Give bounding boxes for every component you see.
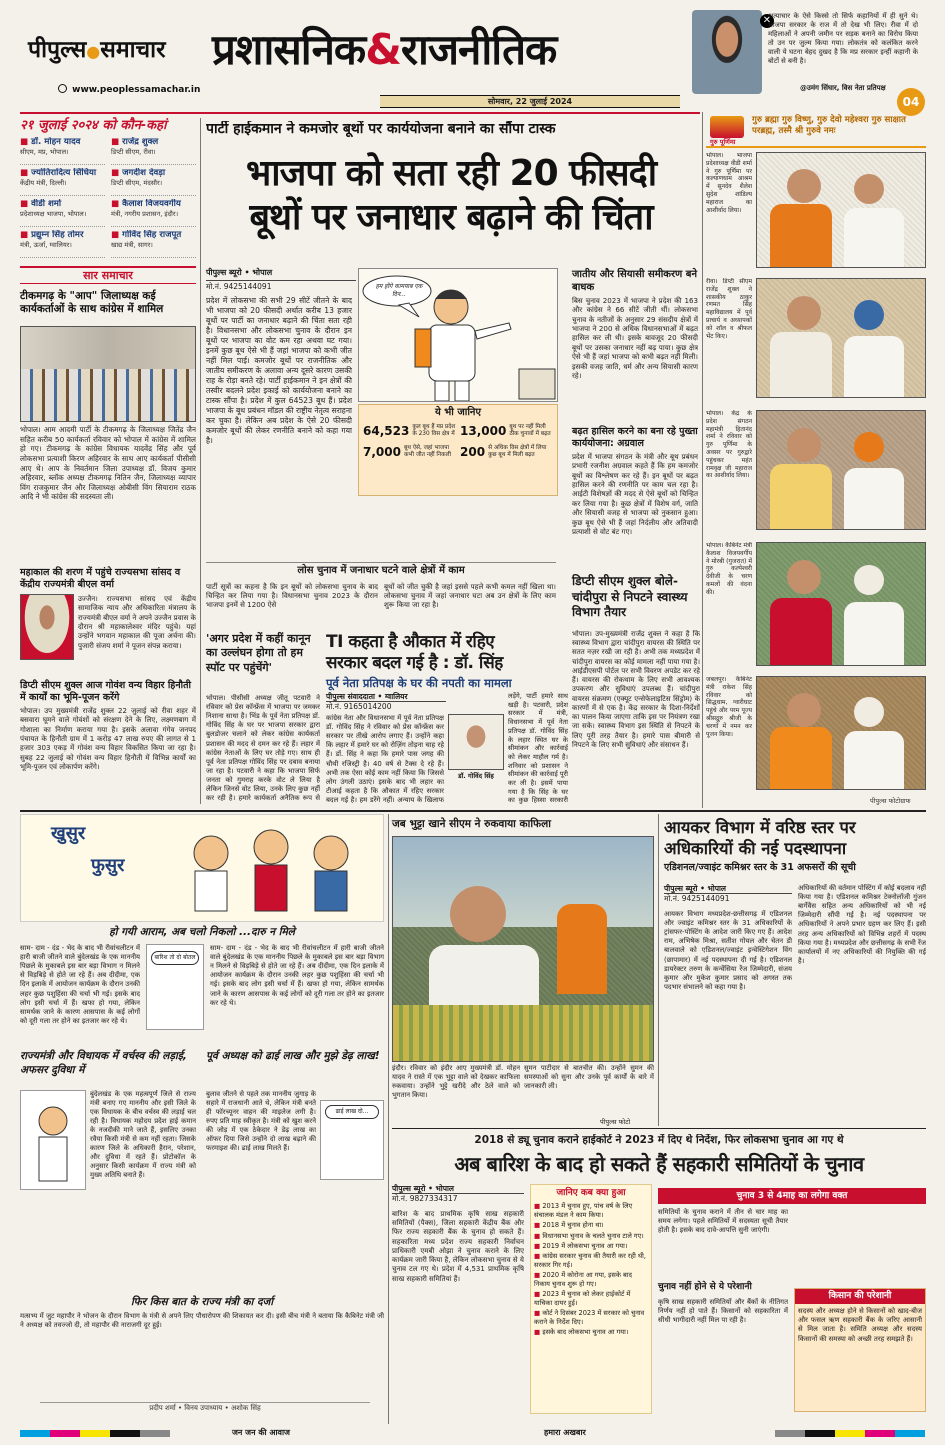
schedule-entry [20,230,105,258]
sahkari-right-badge: चुनाव 3 से 4माह का लगेगा वक्त [658,1188,926,1204]
brand-dot-icon: ● [86,42,101,61]
schedule-name: ■ ज्योतिरादित्य सिंधिया [20,168,97,179]
brand-right: समाचार [100,37,166,63]
pin-icon: ■ [20,137,32,148]
globe-icon [58,84,67,93]
dcm-body: भोपाल। उप-मुख्यमंत्री राजेंद्र शुक्ल ने कहा है कि स्वास्थ्य विभाग द्वारा चांदीपुरा वायरस की स्थिति पर सतत नज़र रखी जा रही है। अभी तक मध्यप्रदेश में चांदीपुरा वायरस का कोई मामला नहीं पाया गया है। आईडीएसपी पोर्टल पर सभी विवरण अपडेट कर रहे हैं। वायरस की रोकथाम के लिए सभी आवश्यक उपकरण और सुविधाएं उपलब्ध हैं। चांदीपुरा वायरस संक्रमण (एक्यूट एन्सेफेलाइटिस सिंड्रोम) के कारणों में से एक है। केंद्र सरकार के दिशा-निर्देशों का पालन किया जाएगा ताकि इस पर नियंत्रण रखा जा सके। स्वास्थ्य विभाग इस स्थिति से निपटने के लिए पूरी तरह तैयार है। हमारे पास बीमारी से निपटने के लिए सभी सुविधाएं और संसाधन हैं। [572,630,700,749]
khusur-label [51,823,85,846]
schedule-name: ■ गोविंद सिंह राजपूत [111,230,182,241]
timeline-item [534,1309,648,1326]
khusur-item-1-headline: हो गयी आराम, अब चलो निकलो ...दारु न मिले [109,926,295,938]
agar-body: भोपाल। पीसीसी अध्यक्ष जीतू पटवारी ने रविवार को प्रेस कॉन्फ्रेंस में भाजपा पर जमकर निशाना साधा है। भिंड के पूर्व नेता प्रतिपक्ष डॉ. गोविंद सिंह के घर पर भाजपा सरकार द्वारा बुलडोजर चलाने को लेकर कांग्रेस कार्यकर्ता प्रशासन की मदद से दमन कर रहे हैं। लहार में कांग्रेस नेताओं के लिए घर तोड़े गए। साथ ही पूर्व नेता प्रतिपक्ष गोविंद सिंह पर दबाव बनाया जा रहा है। पटवारी ने कहा कि भाजपा सिर्फ जनता को गुमराह करके वोट ले लिया है लेकिन जिनसे वोट लिया, उनके लिए कुछ नहीं कर रही है। हमारे कार्यकर्ता अनैतिक रूप से [206,694,320,802]
facts-title: ये भी जानिए [434,407,482,418]
timeline-title: जानिए कब क्या हुआ [556,1188,626,1198]
agar-rule [206,564,207,565]
pin-icon: ■ [111,199,123,210]
khusur-item-2-body: बुंदेलखंड के एक महत्वपूर्ण जिले से राज्य मंत्री बनाए गए माननीय और इसी जिले के एक विधायक के बीच वर्चस्व की लड़ाई चल रही है। विधायक महोदय प्रदेश हाई कमान के नजदीकी माने जाते हैं, इसलिए उनका रवैया किसी मंत्री से कम नहीं रहता। जिसके कारण जिले के अधिकारी हैरान, परेशान, और दुविधा में रहते हैं। प्रोटोकॉल के अनुसार किसी कार्यक्रम में राज्य मंत्री को मुख्य अतिथि बनाते हैं। [90,1090,196,1179]
section-title-amp: & [365,25,401,74]
section-title-b: राजनीतिक [400,25,557,74]
guru-credit: पीपुल्स फोटोग्राफ [870,797,911,805]
schedule-entry [20,199,105,227]
pin-icon: ■ [111,137,123,148]
lead-side-1-headline: जातीय और सियासी समीकरण बने बाधक [572,269,698,293]
schedule-name: ■ जगदीश देवड़ा [111,168,166,179]
kisan-body: सदस्य और अध्यक्ष होने से किसानों को खाद-बीज और फसल ऋण सहकारी बैंक के जरिए आसानी से मिल जाता है। समिति अध्यक्ष और सदस्य किसानों की समस्या को अच्छी तरह समझते हैं। [798,1307,922,1343]
timeline-text: कांग्रेस सरकार चुनाव की तैयारी कर रही थी, सरकार गिर गई। [534,1252,646,1269]
saar-label: सार समाचार [83,269,133,282]
bullet-icon: ■ [534,1202,543,1211]
timeline-item [534,1252,648,1269]
congress-joining-photo [20,326,196,422]
sahkari-byline [392,1184,524,1204]
timeline-text: 2013 में चुनाव हुए, पांच वर्ष के लिए संचालक मंडल ने काम किया। [534,1202,633,1219]
ti-col-2: लड़ेंगे, पार्टी हमारे साथ खड़ी है। पटवारी, प्रदेश सरकार में मंत्री, विधानसभा में पूर्व नेता प्रतिपक्ष डॉ. गोविंद सिंह के लहार स्थित घर के सीमांकन और कार्रवाई को लेकर माहौल गर्म है। शनिवार को प्रशासन ने सीमांकन की कार्रवाई पूरी कर ली है। इसमें पाया गया है कि सिंह के घर का कुछ हिस्सा सरकारी [508,692,568,804]
date-text: सोमवार, 22 जुलाई 2024 [487,97,573,106]
lossabha-title: लोस चुनाव में जनाधार घटने वाले क्षेत्रों में काम [297,565,465,576]
aaykar-col-1: आयकर विभाग मध्यप्रदेश-छत्तीसगढ़ में एडिशनल और ज्वाइंट कमिश्नर स्तर के 31 अधिकारियों के ट्रांसफर-पोस्टिंग के आदेश जारी किए गए हैं। आदेश राम, अभिषेक मिश्रा, सतीश गोयल और चेतन डी बालवाले को एडिशनल/ज्वाइंट इन्वेस्टिगेशन विंग (छापामार) में नई पदस्थापना दी गई है। एडिशनल डायरेक्टर तरुण के कन्वेंसिया रेंज जिम्मेदारी, संजय कुमार और मुकेश कुमार प्रसाद को अगस्त तक पदभार संभालने को कहा गया है। [664,910,792,991]
bl-verma-photo [20,594,74,660]
facts-box [358,404,558,496]
fact-text: से अधिक विस क्षेत्रों में लिया कुछ बूथ में मिली बढ़त [488,445,547,458]
aaykar-col-2: अधिकारियों की वर्तमान पोस्टिंग में कोई बदलाव नहीं किया गया है। एडिशनल कमिश्नर टेक्नोलॉजी गुंजन बार्गेवैस सहित अन्य अधिकारियों को भी नई जिम्मेदारी सौंपी गई है। नई पदस्थापना पर अधिकारियों ने अपने प्रभार ग्रहण कर लिए हैं। इसी तरह अन्य अधिकारियों को विभिन्न शहरों में पदस्थ किया गया है। मध्यप्रदेश और छत्तीसगढ़ के सभी रेंज कार्यालयों में नए अधिकारियों की नियुक्ति की गई है। [798,884,926,965]
schedule-entry [111,199,196,227]
facts-grid [359,424,557,460]
bhutta-title: जब भुट्टा खाने सीएम ने रुकवाया काफिला [392,818,551,830]
lead-byline [206,268,356,291]
sahkari-body: बारिश के बाद प्राथमिक कृषि साख सहकारी समितियों (पैक्स), जिला सहकारी केंद्रीय बैंक और फिर राज्य सहकारी बैंक के चुनाव हो सकते हैं। सहकारिता मध्य प्रदेश राज्य सहकारी निर्वाचन प्राधिकारी एमबी ओझा ने चुनाव कराने के लिए कार्यक्रम जारी किया है, लेकिन लोकसभा चुनाव से ये चुनाव टल गए थे। प्रदेश में 4,531 प्राथमिक कृषि साख सहकारी समितियां हैं। [392,1210,524,1283]
schedule-title: २१ जुलाई २०२४ को कौन-कहां [20,118,167,133]
khusur-item-3-headline: पूर्व अध्यक्ष को ढाई लाख और मुझे डेढ़ लाख! [206,1050,380,1062]
khusur-item-1-body-b: साम- दाम - दंड - भेद के बाद भी रीवांचलीटन में हारी बाजी जीतने वाले बुंदेलखंड के एक माननीय पिछले के मुकाबले इस बार बड़ा विभाग न मिलने से विड़बिड़े से होते जा रहे हैं। अब दीदीमा, एक दिन इलाके में आयोजन कार्यक्रम के दौरान उनकी लहर कुछ पशुहिंसा की चर्चा भी गई। इसके बाद लोग इसी चर्चा में हैं। खफा हो गया, लेकिन सामर्थक जाने के कारण आसपास के कई लोगों को दूरी गला तर होने का इतजार कर रहे थे। [210,944,384,1007]
schedule-name: ■ डॉ. मोहन यादव [20,137,81,148]
timeline-text: 2023 में चुनाव को लेकर हाईकोर्ट में याचिका दायर हुई। [534,1290,631,1307]
timeline-text: 2019 में लोकसभा चुनाव आ गया। [542,1242,628,1250]
pin-icon: ■ [20,199,32,210]
sahkari-kicker: 2018 से ड्यू चुनाव कराने हाईकोर्ट ने 2023 में दिए थे निर्देश, फिर लोकसभा चुनाव आ गए थे [474,1134,844,1146]
lead-side-1-body: बिस चुनाव 2023 में भाजपा ने प्रदेश की 163 और कांग्रेस ने 66 सीटें जीती थीं। लोकसभा चुनाव के नतीजों के अनुसार 29 संसदीय क्षेत्रों में भाजपा ने 200 से अधिक विधानसभाओं में बढ़त हासिल कर ली थी। इसके बावजूद 20 फीसदी बूथों पर उसका जनाधार नहीं बढ़ पाया। कुछ क्षेत्र ऐसे भी हैं जहां भाजपा को कभी बढ़त नहीं मिली। इसकी वजह जाति, धर्म और अन्य सियासी कारण रहे। [572,296,698,380]
sahkari-phone: मो.नं. 9827334317 [392,1193,524,1203]
schedule-place: मंत्री, नगरीय प्रशासन, इंदौर। [111,209,179,218]
bullet-icon: ■ [534,1309,543,1318]
sahkari-timeline [530,1184,652,1414]
khusur-item-1-body-a: साम- दाम - दंड - भेद के बाद भी रीवांचलीटन में हारी बाजी जीतने वाले बुंदेलखंड के एक माननीय पिछले के मुकाबले इस बार बड़ा विभाग न मिलने से विड़बिड़े से होते जा रहे हैं। अब दीदीमा, एक दिन इलाके में आयोजन कार्यक्रम के दौरान उनकी लहर कुछ पशुहिंसा की चर्चा भी गई। इसके बाद लोग इसी चर्चा में हैं। खफा हो गया, लेकिन सामर्थक जाने के कारण आसपास के कई लोगों को दूरी गला तर होने का इतजार कर रहे थे। [20,944,140,1025]
saar-samachar-header [20,266,196,284]
khusur-cartoon-2 [20,1090,86,1190]
khusur-label-1: खुसुर [51,823,86,844]
timeline-item [534,1221,648,1229]
aaykar-phone: मो.नं. 9425144091 [664,893,792,903]
fusur-label [91,855,124,878]
schedule-place: डिप्टी सीएम, रीवा। [111,147,156,156]
timeline-text: कोर्ट ने दिसंबर 2023 में सरकार को चुनाव कराने के निर्देश दिए। [534,1309,645,1326]
khusur-item-4-body: मत्सभ्य में जुट महापौर ने भोजन के दौरान विभाग के मंत्री से अपने लिए पौधारोपण की शिकायत कर दी। इसी बीच मंत्री ने बताया कि कैबिनेट मंत्री जी ने अध्यक्ष को तवज्जो दी, तो महापौर की नाराजगी दूर हुई। [20,1312,384,1329]
color-strip-right [775,1430,925,1437]
fact-number: 200 [460,444,486,459]
khusur-item-4-headline: फिर किस बात के राज्य मंत्री का दर्जा [130,1296,274,1308]
masthead [0,0,945,112]
aaykar-sub: एडिशनल/ज्वाइंट कमिश्नर स्तर के 31 अफसरों की सूची [664,862,856,873]
khusur-credit: प्रदीप शर्मा • विनय उपाध्याय • अशोक सिंह [40,1402,370,1413]
mid-rule [20,810,926,812]
right-divider [702,112,703,808]
sahkari-top-rule [392,1128,926,1129]
guru-header [706,114,926,148]
guru-title: गुरु ब्रह्मा गुरु विष्णु, गुरु देवो महेश्वरा गुरु साक्षात परब्रह्म, तस्मै श्री गुरुवे नमः [752,115,906,137]
color-strip-left [20,1430,170,1437]
saar-story-3-body: भोपाल। उप मुख्यमंत्री राजेंद्र शुक्ल 22 जुलाई को रीवा शहर में बसवारा घूमने वाले गोवंशों को संरक्षण देने के लिए, लक्ष्मणबाग में गोशाला का निर्माण कराया गया है। इसके अलावा गंगेव जनपद पंचायत के हिनौती ग्राम में 1 करोड़ 47 लाख रुपए की लागत से 1 हजार 303 एकड़ में गोवंश वन्य विहार विकसित किया जा रहा है। सुबह 22 जुलाई को गोवंश वन्य विहार हिनौती में विभिन्न कार्यों का भूमि-पूजन एवं लोकार्पण करेंगे। [20,706,196,772]
sahkari-right-body-2: कृषि साख सहकारी समितियों और बैंकों के नीतिगत निर्णय नहीं हो पाते हैं। किसानों को सहकारिता में सीधी भागीदारी नहीं मिल पा रही है। [658,1298,788,1325]
bhutta-divider [658,814,659,1126]
bullet-icon: ■ [534,1231,543,1240]
lead-headline [206,152,696,240]
page-number: 04 [897,88,925,116]
guru-badge: गुरु पूर्णिमा [710,138,736,146]
schedule-place: केंद्रीय मंत्री, दिल्ली। [20,178,67,187]
bhutta-photo [392,836,654,1062]
fact-item [363,424,456,439]
khusur-item-2-headline: राज्यमंत्री और विधायक में वर्चस्व की लड़ाई, अफसर दुविधा में [20,1050,187,1076]
schedule-box [20,118,196,260]
guru-caption: भोपाल। कैबिनेट मंत्री कैलाश विजयवर्गीय ने मोरबी (गुजरात) में गुरु कल्पेश्वरी देवीजी के चरण कमलों की वंदना की। [706,542,752,596]
section-title-a: प्रशासनिक [212,25,366,74]
ti-headline [326,632,566,675]
schedule-place: सीएम, मप्र, भोपाल। [20,147,69,156]
khusur-item-3-body: बुलाव जीतने से पहले तक माननीय जुगाड़ के सहारे में राजधानी आते थे, लेकिन मंत्री बनते ही फॉरच्यूनर वाहन की माइलेज लगी है। रुपए प्रति माह स्वीकृत है। मंत्री को खुश करने की जोड़ में एक ठेकेदार ने डेढ़ लाख का ऑफर दिया जिसे उन्होंने दो लाख बढ़ाने की फरमाइश की। ढाई लाख मिलते हैं। [206,1090,316,1152]
lead-byline-text: पीपुल्स ब्यूरो • भोपाल [206,268,273,277]
aaykar-byline-text: पीपुल्स ब्यूरो • भोपाल [664,884,727,893]
khusur-cartoon [171,823,371,913]
left-col-divider [200,118,201,804]
saar-story-2-headline: महाकाल की शरण में पहुंचे राज्यसभा सांसद व केंद्रीय राज्यमंत्री बीएल वर्मा [20,567,181,590]
schedule-name: ■ वीडी शर्मा [20,199,62,210]
bhutta-caption-left: इंदौर। रविवार को इंदौर आए मुख्यमंत्री डॉ. मोहन यादव ने रास्ते में एक भुट्टा वाले को देखकर काफिला रुकवाया। उन्होंने भुट्टे खरीदे और ठेले वाले को भुगतान किया। [392,1064,520,1099]
timeline-text: 2018 में चुनाव होना था। [542,1221,604,1230]
brand-left: पीपुल्स [28,37,87,63]
fact-text: बूथ पर नहीं मिली ठीक चुनावों में बढ़त [509,424,551,437]
khusur-cartoon-3 [320,1100,384,1180]
ti-phone: मो.नं. 9165014200 [326,701,446,711]
sahkari-headline: अब बारिश के बाद हो सकते हैं सहकारी समितियों के चुनाव [454,1152,864,1176]
fact-number: 7,000 [363,444,401,459]
lead-side-2-headline: बढ़त हासिल करने का बना रहे पुख्ता कार्ययोजना: अग्रवाल [572,426,698,450]
guru-icon [710,116,744,138]
timeline-item [534,1271,648,1288]
lead-cartoon [358,268,558,402]
close-icon[interactable]: ✕ [760,14,774,28]
bullet-icon: ■ [534,1271,543,1280]
leader-portrait [692,10,762,94]
bhutta-credit: पीपुल्स फोटो [600,1118,631,1126]
govind-singh-photo [448,714,504,770]
ti-col-1: कांग्रेस नेता और विधानसभा में पूर्व नेता प्रतिपक्ष डॉ. गोविंद सिंह ने रविवार को प्रेस कॉन्फ्रेंस कर सरकार पर तीखे आरोप लगाए हैं। उन्होंने कहा कि लहार में हमारे घर को रोज़िंग तोड़ना चाह रहे हैं। डॉ. सिंह ने कहा कि हमारे पास जगह की चौथी रजिस्ट्री है। 40 वर्ष से टैक्स दे रहे हैं। अभी तक ऐसा कोई काम नहीं किया कि जिससे लोग उंगली उठाएं। इसके बाद भी लहार का टीआई कहता है कि औकात में रहिए सरकार बदल गई है। हम डरेंगे नहीं। अन्याय के खिलाफ [326,714,444,804]
timeline-item [534,1232,648,1240]
ti-byline [326,692,446,712]
masthead-rule [20,112,700,114]
ti-headline-line-1: TI कहता है औकात में रहिए [326,632,495,652]
timeline-list [534,1202,648,1336]
bullet-icon: ■ [534,1221,543,1230]
khusur-bubble-1: बारिश तो दो बोतल [151,951,199,965]
timeline-text: 2020 में कोरोना आ गया, इसके बाद निकाय चुनाव शुरू हो गए। [534,1271,632,1288]
timeline-item [534,1202,648,1219]
timeline-text: इसके बाद लोकसभा चुनाव आ गया। [542,1327,629,1336]
website[interactable] [58,84,200,96]
guru-caption: जबलपुर। कैबिनेट मंत्री राकेश सिंह रविवार को सिद्धधाम, ग्वारीघाट पहुंचे और परम पूज्य श्रीसद्गुरु श्रीजी के चरणों में नमन कर पूजन किया। [706,676,752,738]
quote-text: अत्याचार के ऐसे किस्से तो सिर्फ कहानियों में ही सुने थे। भाजपा सरकार के राज में तो देख भी लिए। रीवा में दो महिलाओं ने अपनी जमीन पर सड़क बनाने का विरोध किया तो उन पर जुल्म किया गया। लोकतंत्र को कलंकित करने वाली ये घटना बेहद दुखद है कि मप्र सरकार इन्हीं कहानी के बोटों से बनी है। [768,12,918,65]
ti-byline-text: पीपुल्स संवाददाता • ग्वालियर [326,692,408,701]
schedule-place: मंत्री, ऊर्जा, ग्वालियर। [20,240,72,249]
ti-subheadline: पूर्व नेता प्रतिपक्ष के घर की नपती का मामला [326,676,512,690]
saar-story-1-body: भोपाल। आम आदमी पार्टी के टीकमगढ़ के जिलाध्यक्ष जितेंद्र जैन सहित करीब 50 कार्यकर्ता रविवार को भोपाल में कांग्रेस में शामिल हो गए। टीकमगढ़ के कांग्रेस विधायक यादवेंद्र सिंह और पूर्व लोकसभा प्रत्याशी किरण अहिरवार के साथ आए कार्यकर्ता पीसीसी आए थे। आप के निवर्तमान जिला उपाध्यक्ष डॉ. विजय कुमार अहिरवार, ब्लॉक अध्यक्ष टीकमगढ़ नितिन जैन, जिलाध्यक्ष व्यापार विंग राजकुमार जैन और जिलाध्यक्ष ओबीसी विंग सियाराम राठक आदि ने भी कांग्रेस की सदस्यता ली। [20,425,196,502]
schedule-name: ■ प्रद्युम्न सिंह तोमर [20,230,84,241]
schedule-entry [111,168,196,196]
saar-story-2-body: उज्जैन। राज्यसभा सांसद एवं केंद्रीय सामाजिक न्याय और अधिकारिता मंत्रालय के राज्यमंत्री बीएल वर्मा ने अपने उज्जैन प्रवास के दौरान श्री महाकालेश्वर मंदिर पहुंचे। यहां उन्होंने भगवान महाकाल की पूजा अर्चना की। पुजारी संजय शर्मा ने पूजन संपन्न कराया। [78,594,196,650]
khusur-cartoon-1 [146,944,204,1030]
fact-text: कुल बूथ हैं मप्र प्रदेश के 230 विस क्षेत्र में [412,424,456,437]
guru-photo [756,410,926,530]
guru-photo [756,542,926,666]
website-url: www.peoplessamachar.in [72,85,201,95]
sahkari-right-body: समितियों के चुनाव कराने में तीन से चार माह का समय लगेगा। पहले समितियों में सदस्यता सूची तैयार होती है। इसके बाद दावे-आपत्ति सुनी जाएंगी। [658,1208,788,1235]
bhutta-caption-right: सुमन पाटीदार से बातचीत की। उन्होंने सुमन की समस्याओं को सुना और उनके पूर्व कार्यों के बारे में जानकारी ली। [524,1064,654,1090]
khusur-divider [388,814,389,1424]
footer-left-text: जन जन की आवाज [232,1428,290,1437]
dcm-headline: डिप्टी सीएम शुक्ल बोले-चांदीपुरा से निपटने स्वास्थ्य विभाग तैयार [572,574,688,620]
khusur-label-2: फुसुर [91,855,125,876]
footer-right-text: हमारा अखबार [544,1428,586,1437]
section-title [212,24,556,77]
aaykar-headline-line-1: आयकर विभाग में वरिष्ठ स्तर पर [664,818,856,837]
brand-logo [28,36,166,65]
timeline-item [534,1242,648,1250]
khusur-bubble-2: ढाई लाख दो... [325,1105,379,1119]
aaykar-byline [664,884,792,904]
schedule-place: खाद्य मंत्री, सागर। [111,240,153,249]
aaykar-headline [664,818,926,859]
lead-kicker: पार्टी हाईकमान ने कमजोर बूथों पर कार्ययोजना बनाने का सौंपा टास्क [206,121,556,137]
footer-bar [0,1424,945,1445]
lossabha-body-left: पार्टी सूत्रों का कहना है कि इन बूथों को लोकसभा चुनाव के बाद चिन्हित कर लिया गया है। विधानसभा चुनाव 2023 के दौरान भाजपा इनमें से 1200 ऐसे [206,581,378,610]
saar-story-1 [20,290,196,319]
date-bar [380,95,680,108]
ti-headline-line-2: सरकार बदल गई है : डॉ. सिंह [326,653,503,674]
pin-icon: ■ [20,168,32,179]
kisan-box [794,1288,926,1412]
lead-body: प्रदेश में लोकसभा की सभी 29 सीटें जीतने के बाद भी भाजपा को 20 फीसदी अर्थात करीब 13 हजार बूथों पर पार्टी का जनाधार बढ़ाने की चिंता सता रही है। विधानसभा और लोकसभा चुनाव के दौरान इन बूथों पर भाजपा का वोट कम रहा अथवा घट गया। इनमें कुछ बूथ ऐसे भी हैं जहां भाजपा को कभी जीत नहीं मिल पाई। कमजोर बूथों पर राजनीतिक और जातीय समीकरण के अलावा अन्य दूसरे कारण उसकी राह के रोड़ा बनते रहे। पार्टी हाईकमान ने इन क्षेत्रों की तस्वीर बदलने प्रदेश इकाई को कार्ययोजना बनाने का टास्क सौंपा है। प्रदेश में कुल 64523 बूथ हैं। प्रदेश भाजपा के बूथ प्रबंधन मॉडल की राष्ट्रीय नेतृत्व सराहना कर चुका है। लेकिन अब प्रदेश के ऐसे 20 फीसदी कमजोर बूथों की लेकर रणनीति बनाने को कहा गया है। [206,296,352,446]
guru-photo [756,676,926,790]
khusur-header [20,814,384,922]
guru-photo [756,278,926,398]
quote-author: @उमंग सिंघार, विस नेता प्रतिपक्ष [800,84,886,92]
bullet-icon: ■ [534,1327,543,1336]
guru-photo [756,152,926,268]
kisan-title: किसान की परेशानी [795,1289,925,1304]
sahkari-right-head-2: चुनाव नहीं होने से ये परेशानी [658,1282,752,1292]
lead-phone: मो.नं. 9425144091 [206,280,356,291]
cartoon-bubble: हम होंगे कामयाब एक दिन... [375,283,423,298]
guru-caption: रीवा। डिप्टी सीएम राजेंद्र शुक्ल ने शासकीय ठाकुर रणमत सिंह महाविद्यालय में पूर्व प्राचार्य व अध्यापकों को शॉल व श्रीफल भेंट किए। [706,278,752,340]
timeline-item [534,1328,648,1336]
pin-icon: ■ [111,168,123,179]
schedule-entry [20,168,105,196]
schedule-entry [111,230,196,258]
fact-item [460,424,553,439]
lead-headline-line-2: बूथों पर जनाधार बढ़ाने की चिंता [249,196,653,238]
sahkari-byline-text: पीपुल्स ब्यूरो • भोपाल [392,1184,455,1193]
saar-story-3-headline: डिप्टी सीएम शुक्ल आज गोवंश वन्य विहार हिनौती में कार्यों का भूमि-पूजन करेंगे [20,680,191,703]
schedule-place: डिप्टी सीएम, मंदसौर। [111,178,163,187]
lead-headline-line-1: भाजपा को सता रही 20 फीसदी [245,153,657,194]
aaykar-headline-line-2: अधिकारियों की नई पदस्थापना [664,838,847,858]
timeline-text: विधानसभा चुनाव के चलते चुनाव टाले गए। [542,1231,644,1240]
bullet-icon: ■ [534,1242,543,1250]
schedule-entry [20,137,105,165]
guru-caption: भोपाल। केंद्र के प्रदेश संगठन महामंत्री हितानंद शर्मा ने रविवार को गुरु पूर्णिमा के अवसर पर गुरुद्वारे पहुंचकर महंत रामवृक्ष जी महाराज का आशीर्वाद लिया। [706,410,752,480]
fact-item [460,445,553,460]
schedule-name: ■ कैलाश विजयवर्गीय [111,199,181,210]
pin-icon: ■ [20,230,32,241]
timeline-item [534,1290,648,1307]
fact-number: 13,000 [460,423,507,438]
guru-caption: भोपाल। भाजपा प्रदेशाध्यक्ष वीडी शर्मा ने गुरु पूर्णिमा पर कल्याणधाम आश्रम में सुनदेव शैलेश सुदेश शांडिल्य महाराज का आशीर्वाद लिया। [706,152,752,214]
bullet-icon: ■ [534,1252,543,1261]
lossabha-box [206,562,556,628]
lead-side-2-body: प्रदेश में भाजपा संगठन के मंत्री और बूथ प्रबंधन प्रभारी रजनीश अग्रवाल कहते हैं कि हम कमजोर बूथों का विश्लेषण कर रहे हैं। इन बूथों पर बढ़त हासिल करने की रणनीति पर काम चल रहा है। आईटी विशेषज्ञों की मदद से ऐसे बूथों को चिन्हित कर लिया गया है। कुछ क्षेत्रों में विशेष वर्ग, जाति और सियासी वजह से भाजपा को नुकसान हुआ। कुछ बूथ ऐसे भी हैं जहां निर्दलीय और अतिवादी प्रत्याशी से वोट बंट गए। [572,452,698,536]
khusur-cartoon-2-drawing [21,1091,85,1189]
lossabha-body-right: बूथों को जीत चुकी है जहां इससे पहले कभी कमल नहीं खिला था। लोकसभा चुनाव में जहां जनाधार घटा अब उन क्षेत्रों के लिए काम शुरू किया जा रहा है। [384,581,556,610]
bullet-icon: ■ [534,1290,543,1299]
pin-icon: ■ [111,230,123,241]
govind-singh-caption: डॉ. गोविंद सिंह [458,772,494,780]
agar-headline: 'अगर प्रदेश में कहीं कानून का उल्लंघन होगा तो हम स्पॉट पर पहुंचेंगे' [206,632,311,674]
saar-story-1-headline: टीकमगढ़ के "आप" जिलाध्यक्ष कई कार्यकर्ताओं के साथ कांग्रेस में शामिल [20,290,164,316]
schedule-name: ■ राजेंद्र शुक्ल [111,137,159,148]
schedule-place: प्रदेशाध्यक्ष भाजपा, भोपाल। [20,209,87,218]
schedule-entry [111,137,196,165]
fact-number: 64,523 [363,423,410,438]
fact-item [363,445,456,460]
schedule-grid [20,137,196,258]
fact-text: बूथ ऐसे, जहां भाजपा कभी जीत नहीं निकली [403,445,452,458]
